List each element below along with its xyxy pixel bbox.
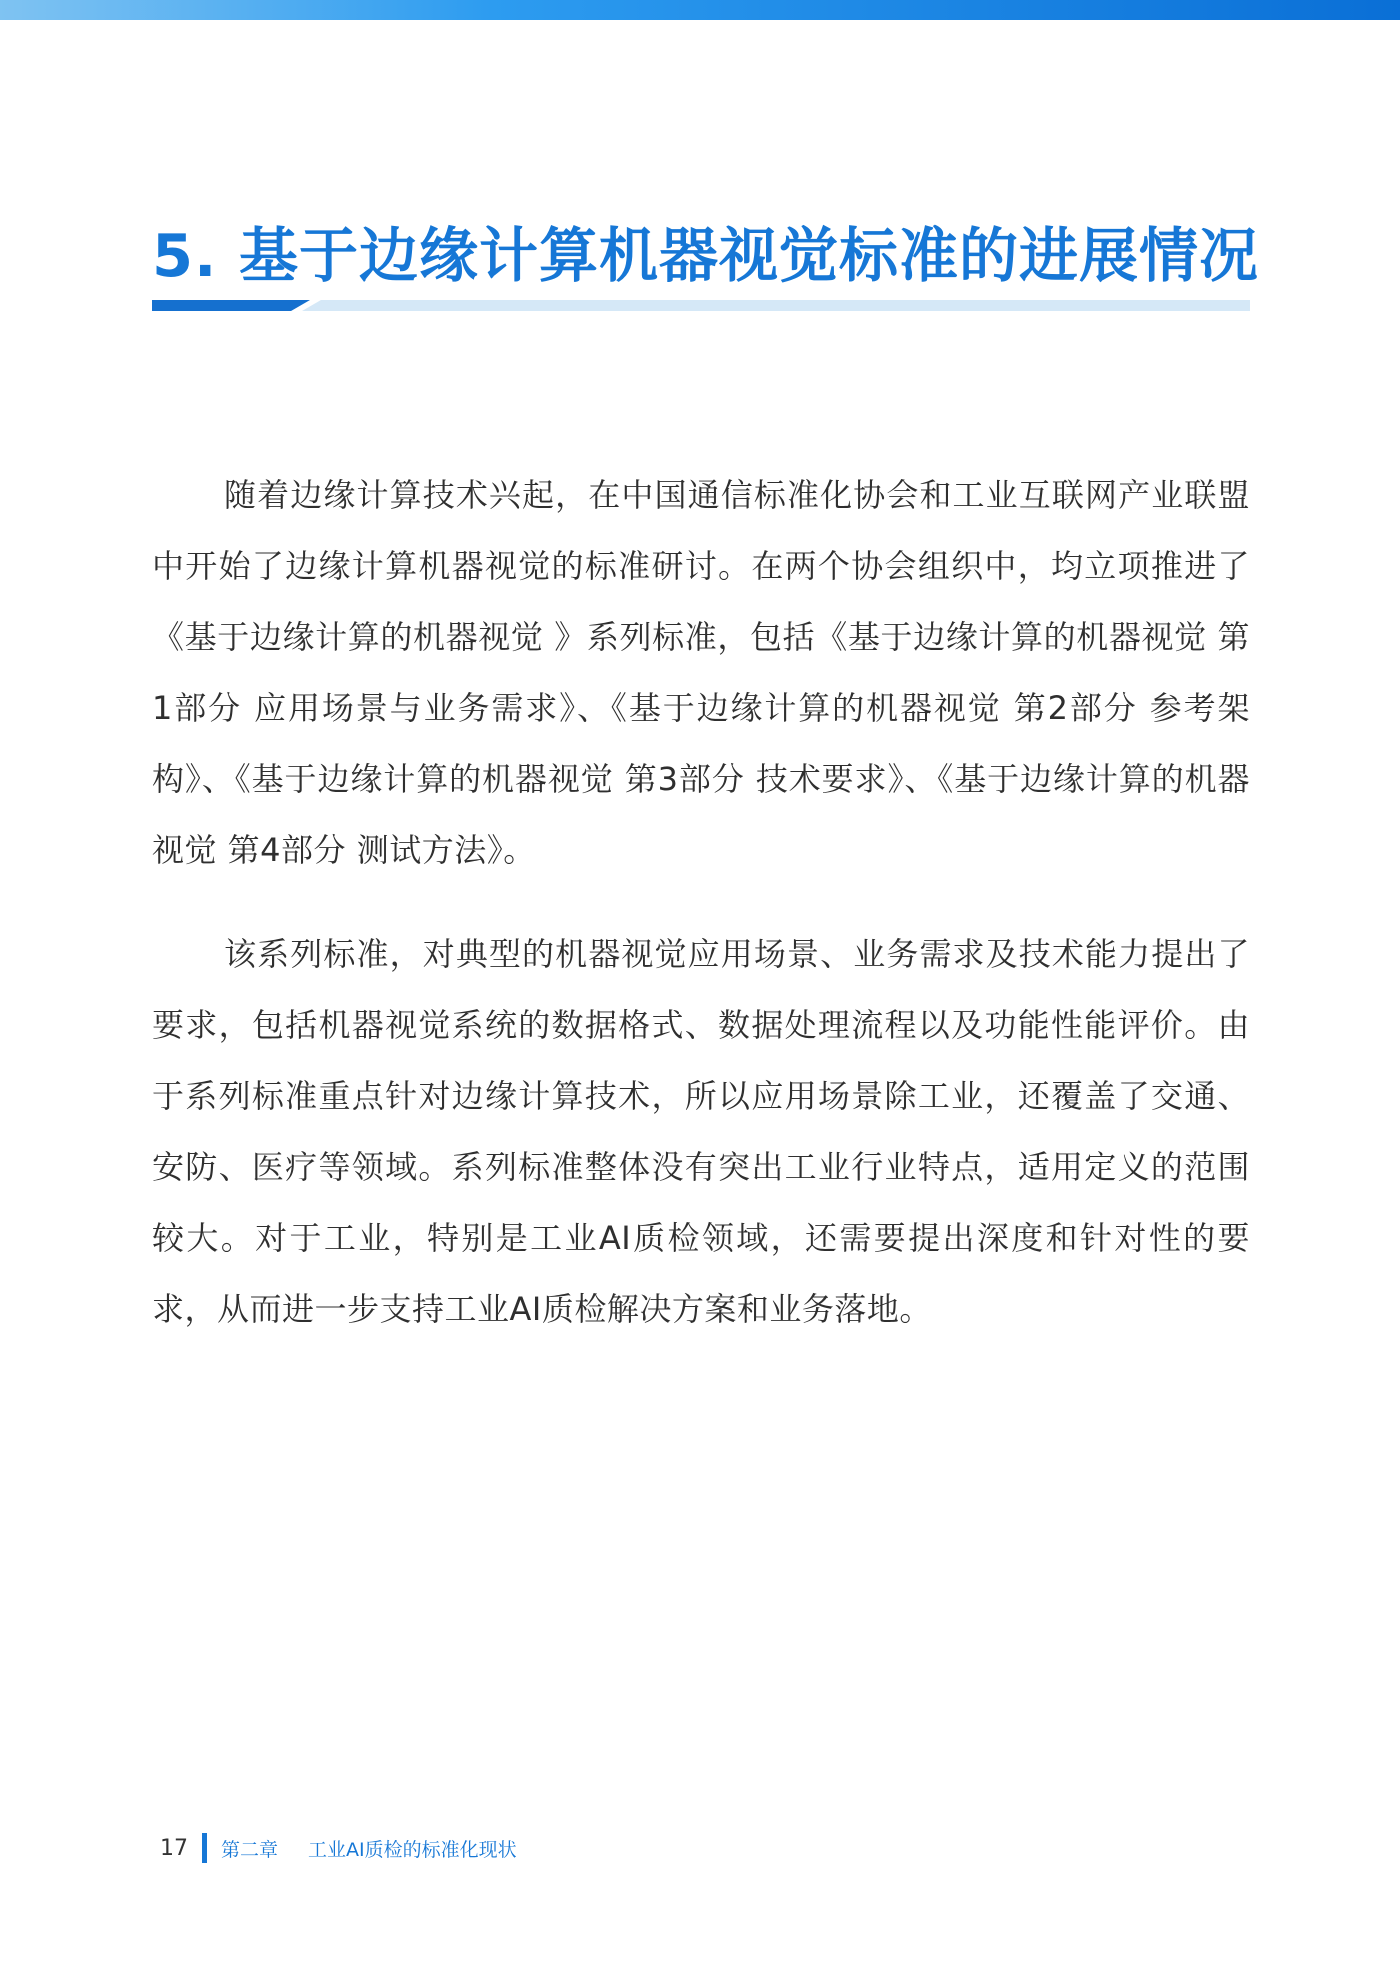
heading-underline [152, 298, 1250, 314]
chapter-label: 第二章 [221, 1838, 279, 1861]
page-footer [160, 1830, 517, 1866]
section-heading: 5. 基于边缘计算机器视觉标准的进展情况 [152, 221, 1260, 290]
body-text [152, 460, 1250, 1378]
paragraph-2: 该系列标准，对典型的机器视觉应用场景、业务需求及技术能力提出了要求，包括机器视觉系统的数据格式、数据处理流程以及功能性能评价。由于系列标准重点针对边缘计算技术，所以应用场景除工业，还覆盖了交通、安防、医疗等领域。系列标准整体没有突出工业行业特点，适用定义的范围较大。对于工业，特别是工业AI质检领域，还需要提出深度和针对性的要求，从而进一步支持工业AI质检解决方案和业务落地。 [152, 935, 1250, 1328]
top-accent-bar [0, 0, 1400, 20]
footer-divider [202, 1833, 207, 1863]
paragraph-1: 随着边缘计算技术兴起，在中国通信标准化协会和工业互联网产业联盟中开始了边缘计算机器视觉的标准研讨。在两个协会组织中，均立项推进了《基于边缘计算的机器视觉 》系列标准，包括《基于边缘计算的机器视觉 第1部分 应用场景与业务需求》、《基于边缘计算的机器视觉 第2部分 参考架构》、《基于边缘计算的机器视觉 第3部分 技术要求》、《基于边缘计算的机器视觉 第4部分 测试方法》。 [152, 476, 1250, 869]
page-number: 17 [160, 1835, 188, 1861]
section-label: 工业AI质检的标准化现状 [308, 1838, 517, 1861]
heading-underline-accent [152, 300, 310, 311]
heading-underline-track [302, 300, 1250, 311]
